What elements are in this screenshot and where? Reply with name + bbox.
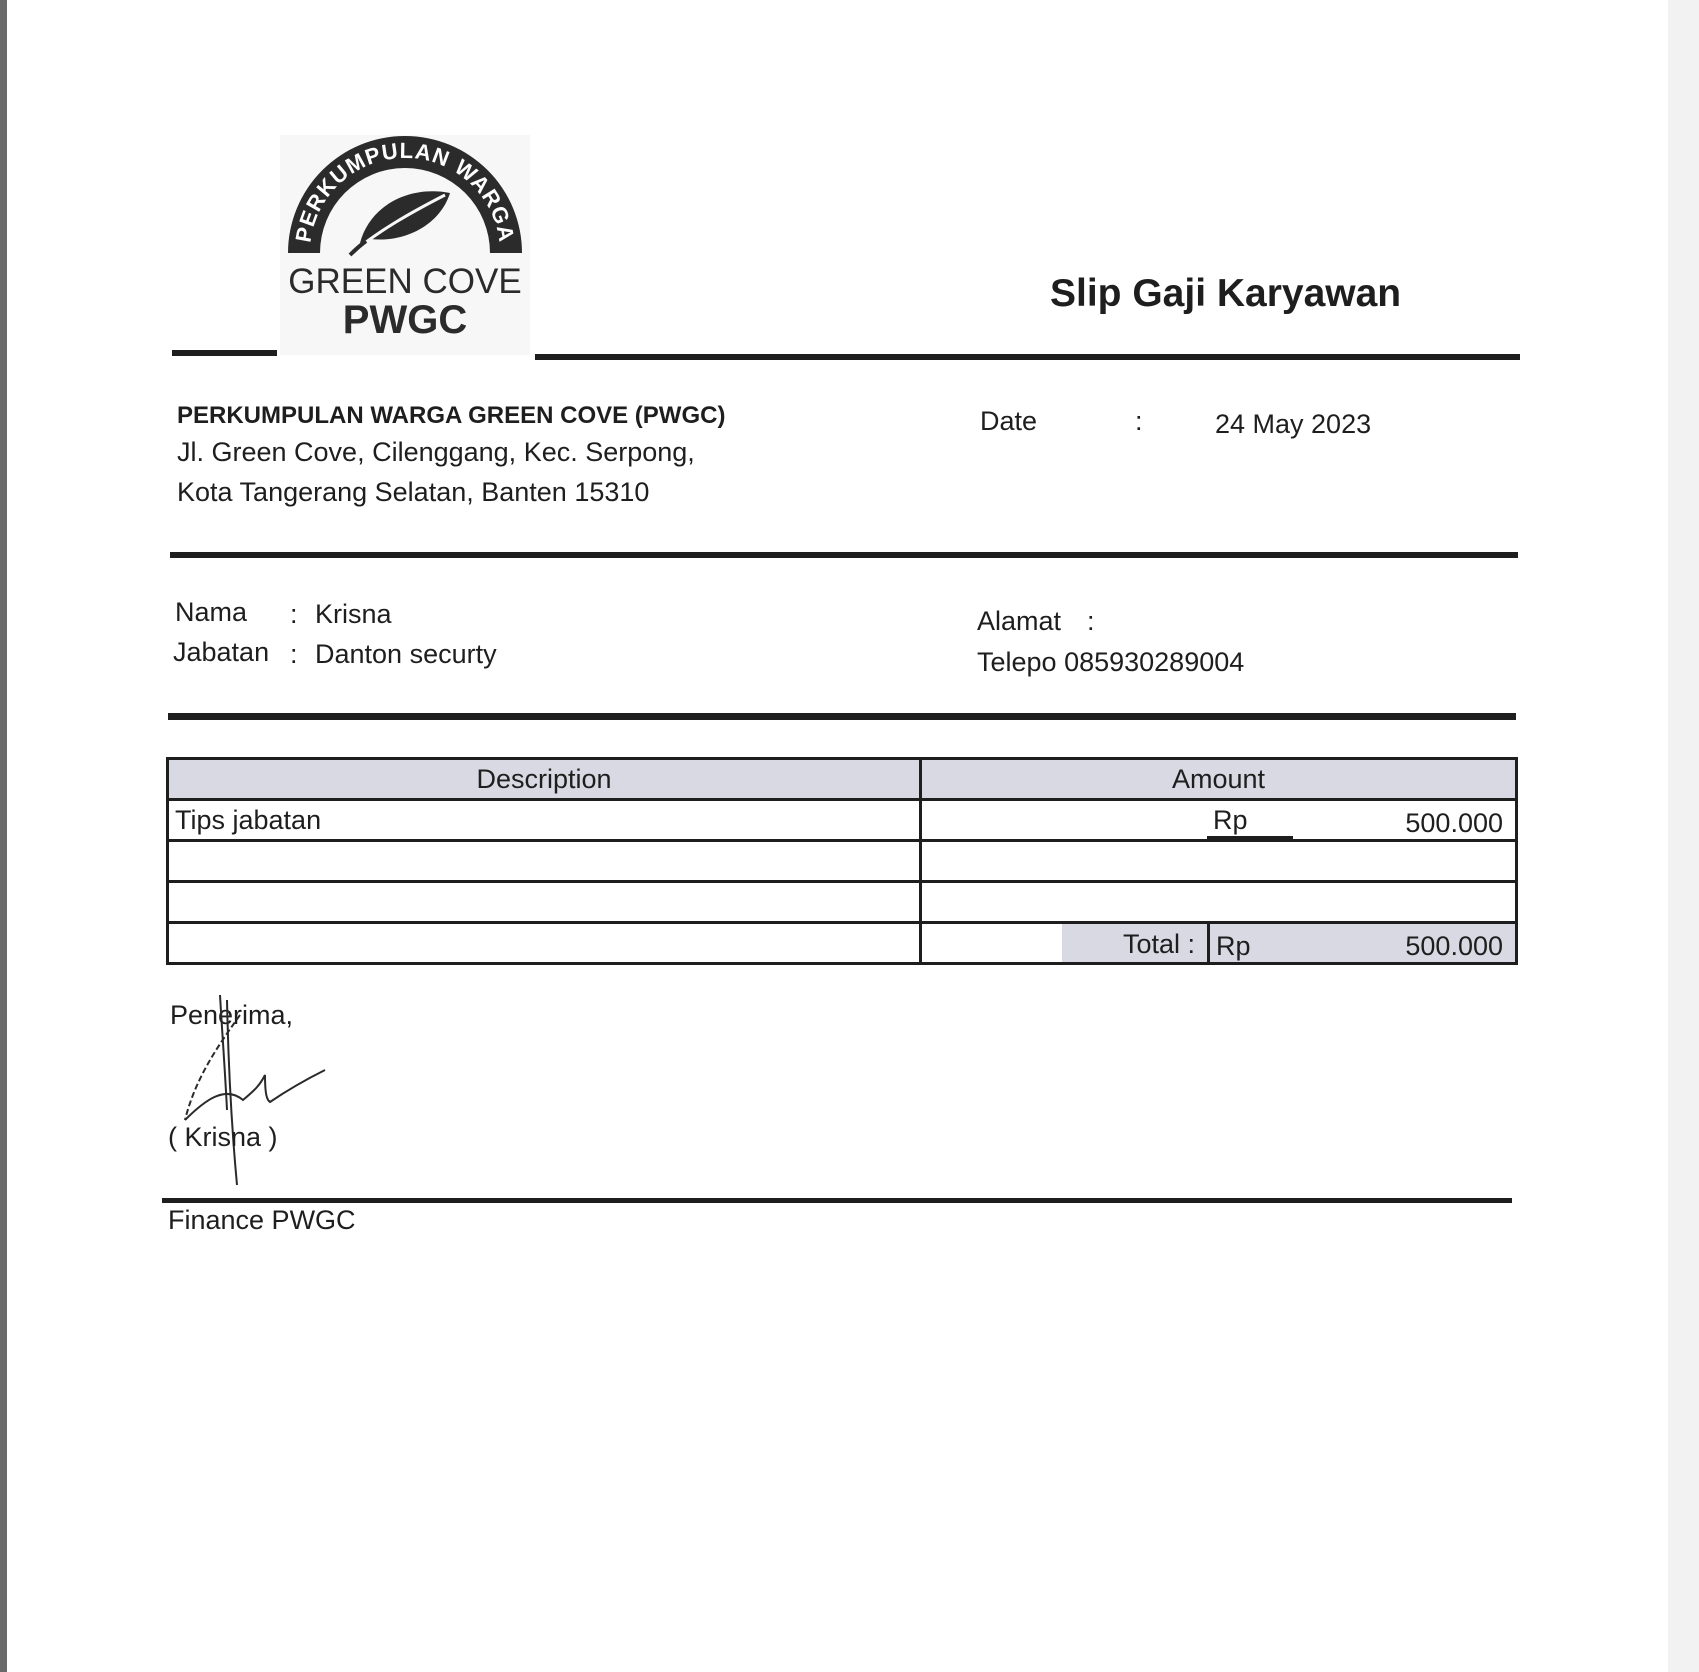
salary-table (166, 757, 1518, 965)
position-label: Jabatan (173, 637, 270, 667)
row-description (168, 882, 921, 923)
logo-line2: PWGC (342, 298, 468, 342)
scan-edge-right (1668, 0, 1699, 1672)
row-amount-cell (921, 882, 1517, 923)
logo-line1: GREEN COVE (288, 262, 522, 301)
organization-address-line1: Jl. Green Cove, Cilenggang, Kec. Serpong, (177, 437, 695, 467)
column-header-amount: Amount (921, 759, 1517, 800)
header-rule-left (172, 350, 277, 356)
position-value: Danton securty (315, 639, 497, 669)
total-cell (921, 923, 1517, 964)
scan-edge-left (0, 0, 7, 1672)
row-amount-cell (921, 841, 1517, 882)
row-description (168, 841, 921, 882)
date-value: 24 May 2023 (1215, 409, 1372, 439)
row-description: Tips jabatan (168, 800, 921, 841)
position-separator: : (290, 639, 298, 669)
document-title: Slip Gaji Karyawan (1050, 272, 1402, 315)
row-amount: 500.000 (1405, 808, 1503, 838)
total-amount: 500.000 (1405, 931, 1503, 961)
organization-address-line2: Kota Tangerang Selatan, Banten 15310 (177, 477, 650, 507)
signature-rule (162, 1198, 1512, 1203)
header-rule-right (535, 354, 1520, 360)
name-value: Krisna (315, 599, 392, 629)
total-label: Total : (1062, 924, 1210, 962)
footer-finance: Finance PWGC (168, 1205, 356, 1235)
name-separator: : (290, 599, 298, 629)
phone-text: Telepo 085930289004 (977, 647, 1245, 677)
row-currency: Rp (1207, 805, 1293, 839)
address-label: Alamat (977, 606, 1062, 636)
table-row (168, 882, 1517, 923)
table-row (168, 800, 1517, 841)
section-rule-2 (168, 713, 1516, 720)
organization-logo (280, 135, 530, 355)
organization-name: PERKUMPULAN WARGA GREEN COVE (PWGC) (177, 402, 726, 429)
receiver-name: ( Krisna ) (168, 1122, 278, 1152)
receiver-label: Penerima, (170, 1000, 294, 1030)
date-label: Date (980, 406, 1038, 436)
row-amount-cell (921, 800, 1517, 841)
name-label: Nama (175, 597, 248, 627)
total-row (168, 923, 1517, 964)
column-header-description: Description (168, 759, 921, 800)
date-separator: : (1135, 406, 1143, 436)
total-currency: Rp (1216, 931, 1251, 961)
svg-text:PERKUMPULAN WARGA: PERKUMPULAN WARGA (290, 137, 520, 245)
leaf-icon (350, 191, 450, 255)
section-rule-1 (170, 552, 1518, 558)
logo-emblem (280, 135, 530, 355)
address-separator: : (1087, 606, 1095, 636)
total-spacer (168, 923, 921, 964)
table-row (168, 841, 1517, 882)
handwritten-signature (165, 990, 335, 1190)
table-header-row (168, 759, 1517, 800)
